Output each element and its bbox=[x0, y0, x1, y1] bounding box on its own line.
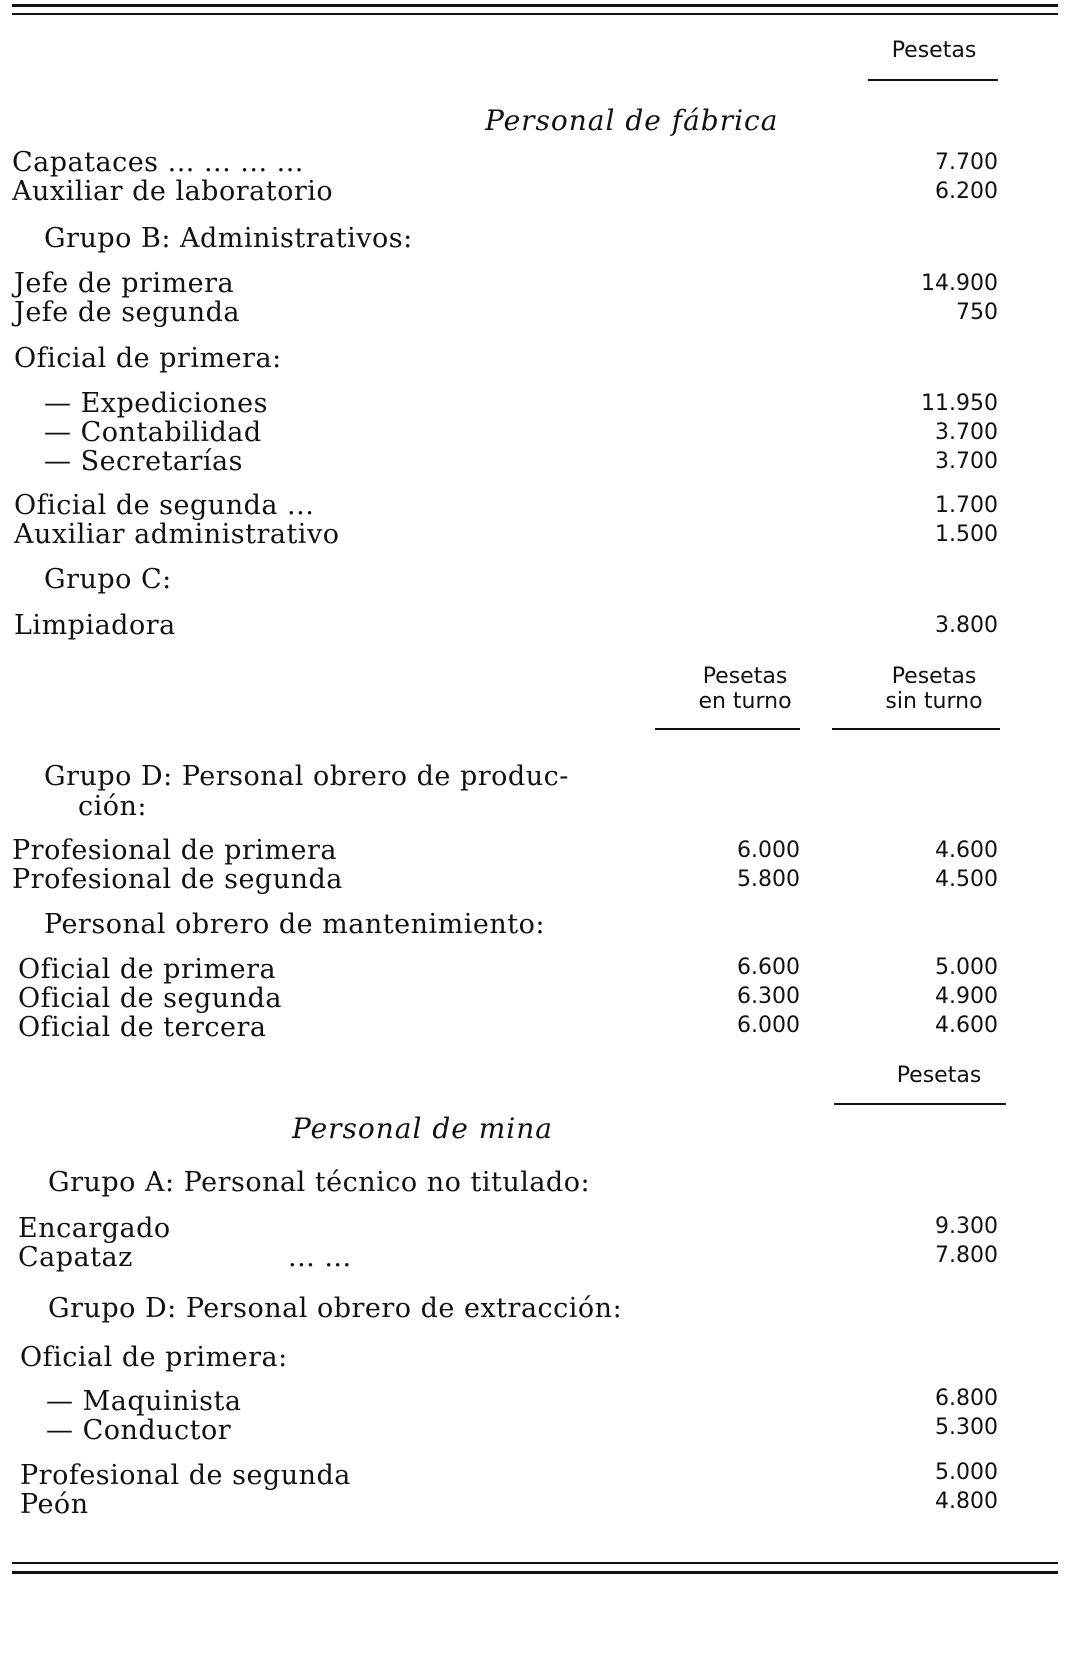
row-label: Encargado bbox=[18, 1213, 171, 1244]
pesetas-header-mina-line bbox=[834, 1103, 1006, 1105]
row-label: Peón bbox=[20, 1489, 89, 1520]
bottom-rule bbox=[12, 1562, 1058, 1564]
row-label: — Expediciones bbox=[44, 388, 268, 419]
group-heading: Grupo A: Personal técnico no titulado: bbox=[48, 1167, 591, 1198]
row-label: — Contabilidad bbox=[44, 417, 262, 448]
row-value: 14.900 bbox=[921, 271, 998, 296]
row-label: Jefe de primera bbox=[14, 268, 235, 299]
row-label: Profesional de segunda bbox=[12, 864, 343, 895]
row-value: 3.700 bbox=[935, 420, 998, 445]
row-value: 3.700 bbox=[935, 449, 998, 474]
row-value: 6.200 bbox=[935, 179, 998, 204]
group-heading: Grupo B: Administrativos: bbox=[44, 223, 413, 254]
row-label: Auxiliar administrativo bbox=[14, 519, 340, 550]
top-rule-2 bbox=[12, 13, 1058, 15]
row-label: Capataz bbox=[18, 1242, 133, 1273]
group-heading: Grupo C: bbox=[44, 564, 172, 595]
row-label: — Conductor bbox=[46, 1415, 232, 1446]
section-title-fabrica: Personal de fábrica bbox=[485, 104, 779, 137]
row-label: — Maquinista bbox=[46, 1386, 242, 1417]
row-label: Limpiadora bbox=[14, 610, 176, 641]
row-value: 7.800 bbox=[935, 1243, 998, 1268]
subgroup-heading: Oficial de primera: bbox=[20, 1342, 288, 1373]
pesetas-header: Pesetas bbox=[891, 38, 977, 63]
row-value-sin-turno: 4.600 bbox=[935, 1013, 998, 1038]
row-label: Oficial de primera bbox=[18, 954, 277, 985]
row-value: 5.300 bbox=[935, 1415, 998, 1440]
row-label: Profesional de primera bbox=[12, 835, 338, 866]
row-label: Oficial de segunda bbox=[18, 983, 282, 1014]
row-value-en-turno: 6.000 bbox=[737, 1013, 800, 1038]
row-value-en-turno: 6.600 bbox=[737, 955, 800, 980]
row-value-sin-turno: 4.900 bbox=[935, 984, 998, 1009]
sin-turno-header-1: Pesetas bbox=[891, 664, 977, 689]
row-label: — Secretarías bbox=[44, 446, 244, 477]
row-value-sin-turno: 4.600 bbox=[935, 838, 998, 863]
row-value: 9.300 bbox=[935, 1214, 998, 1239]
row-value: 3.800 bbox=[935, 613, 998, 638]
row-value-sin-turno: 5.000 bbox=[935, 955, 998, 980]
row-value: 7.700 bbox=[935, 150, 998, 175]
bottom-rule-2 bbox=[12, 1571, 1058, 1574]
row-value: 4.800 bbox=[935, 1489, 998, 1514]
subgroup-heading: Oficial de primera: bbox=[14, 343, 282, 374]
pesetas-header-line bbox=[868, 79, 998, 81]
sin-turno-header-line bbox=[832, 728, 1000, 730]
top-rule bbox=[12, 4, 1058, 7]
sin-turno-header-2: sin turno bbox=[885, 689, 983, 714]
group-heading: Grupo D: Personal obrero de produc- bbox=[44, 761, 569, 792]
subgroup-heading: Personal obrero de mantenimiento: bbox=[44, 909, 545, 940]
en-turno-header-1: Pesetas bbox=[702, 664, 788, 689]
row-label: Jefe de segunda bbox=[14, 297, 240, 328]
en-turno-header-2: en turno bbox=[698, 689, 792, 714]
row-value: 6.800 bbox=[935, 1386, 998, 1411]
row-leader-dots: ... ... bbox=[288, 1242, 352, 1273]
row-label: Oficial de tercera bbox=[18, 1012, 267, 1043]
section-title-mina: Personal de mina bbox=[292, 1112, 553, 1145]
row-value: 1.700 bbox=[935, 493, 998, 518]
en-turno-header-line bbox=[655, 728, 800, 730]
row-label: Profesional de segunda bbox=[20, 1460, 351, 1491]
row-value: 750 bbox=[956, 300, 998, 325]
row-label: Oficial de segunda ... bbox=[14, 490, 315, 521]
group-heading-cont: ción: bbox=[78, 791, 147, 822]
pesetas-header-mina: Pesetas bbox=[896, 1063, 982, 1088]
row-value: 5.000 bbox=[935, 1460, 998, 1485]
row-label: Capataces ... ... ... ... bbox=[12, 147, 304, 178]
row-value: 11.950 bbox=[921, 391, 998, 416]
row-label: Auxiliar de laboratorio bbox=[12, 176, 334, 207]
group-heading: Grupo D: Personal obrero de extracción: bbox=[48, 1293, 623, 1324]
row-value-en-turno: 5.800 bbox=[737, 867, 800, 892]
row-value-sin-turno: 4.500 bbox=[935, 867, 998, 892]
row-value-en-turno: 6.300 bbox=[737, 984, 800, 1009]
row-value: 1.500 bbox=[935, 522, 998, 547]
row-value-en-turno: 6.000 bbox=[737, 838, 800, 863]
